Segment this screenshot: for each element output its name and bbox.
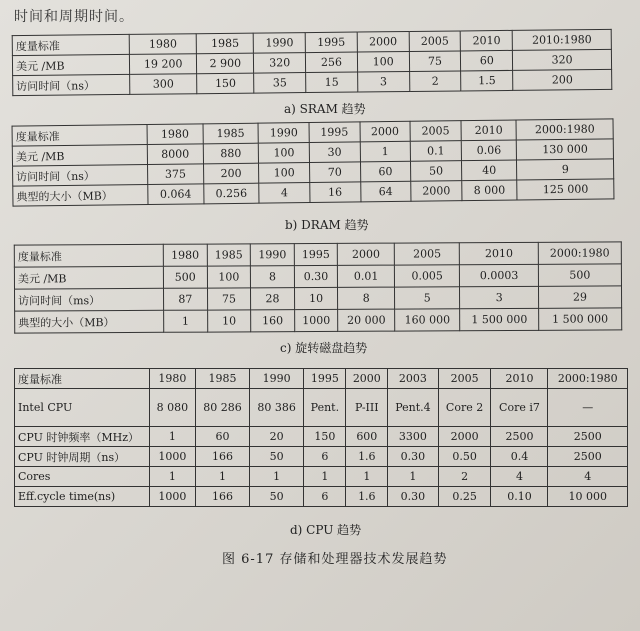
table-cell: 1980 [147,124,203,145]
table-cell: 500 [163,266,207,288]
disk-caption: c) 旋转磁盘趋势 [280,341,368,355]
table-cell: 20 000 [338,309,395,331]
table-cell: 2010 [461,120,517,141]
row-header-cell: 美元 /MB [12,145,147,167]
table-cell: 375 [148,164,204,185]
row-header-cell: 度量标准 [14,244,163,267]
table-cell: 29 [538,286,621,308]
table-cell: 1980 [129,34,197,55]
row-header-cell: Intel CPU [15,389,150,427]
table-cell: 1000 [150,487,196,507]
table-cell: 0.256 [203,183,259,204]
row-header-cell: 度量标准 [12,125,147,147]
table-cell: 150 [197,73,254,94]
table-cell: 100 [259,143,310,164]
sram-caption: a) SRAM 趋势 [284,102,366,116]
table-cell: 160 [251,310,295,332]
table-cell: 10 [207,310,251,332]
table-cell: 2010 [461,30,513,51]
table-cell: 500 [538,264,621,286]
table-cell: 1985 [195,369,249,389]
table-cell: 2 [409,71,461,92]
table-cell: 35 [254,73,306,94]
table-cell: 2 900 [197,53,254,74]
table-cell: 100 [259,163,310,184]
table-cell: 125 000 [517,179,614,200]
dram-caption: b) DRAM 趋势 [285,218,369,232]
table-cell: 1 [164,310,208,332]
table-cell: 70 [309,162,360,183]
table-cell: 80 386 [250,389,304,427]
table-cell: 100 [357,51,409,72]
table-cell: 4 [491,467,548,487]
cpu-table [14,368,628,507]
table-cell: 600 [346,427,388,447]
table-cell: 160 000 [395,309,461,331]
table-cell: Pent.4 [388,389,439,427]
table-cell: 60 [195,427,249,447]
dram-table [12,118,615,206]
table-cell: 87 [164,288,208,310]
table-cell: 2500 [491,427,548,447]
table-cell: 8000 [147,144,203,165]
table-cell: 0.10 [491,487,548,507]
table-cell: 9 [517,159,614,180]
page-top-text: 时间和周期时间。 [14,9,134,25]
table-cell: 880 [203,143,259,164]
table-row [15,467,628,487]
table-row [14,242,621,267]
row-header-cell: Cores [15,467,150,487]
table-cell: 2010:1980 [512,29,611,50]
table-cell: 16 [310,182,361,203]
table-cell: 150 [304,427,346,447]
table-cell: 1995 [309,122,360,143]
table-cell: 1 [360,141,411,162]
table-cell: 166 [195,447,249,467]
table-cell: 2000:1980 [538,242,621,264]
table-row [15,487,628,507]
table-cell: 4 [548,467,628,487]
table-cell: 1990 [258,123,309,144]
table-cell: 1990 [250,244,294,266]
table-cell: 1985 [207,244,251,266]
table-cell: 60 [360,161,411,182]
sram-table [12,29,613,96]
table-cell: Core i7 [491,389,548,427]
row-header-cell: 美元 /MB [12,54,129,75]
table-cell: 1995 [304,369,346,389]
row-header-cell: 访问时间（ns） [13,165,148,187]
table-cell: 1 [304,467,346,487]
table-cell: 8 [251,266,295,288]
row-header-cell: 典型的大小（MB） [15,310,164,333]
row-header-cell: 访问时间（ms） [15,288,164,311]
table-cell: 1995 [305,32,357,53]
table-cell: 64 [360,181,411,202]
table-cell: 1000 [294,309,338,331]
table-cell: 200 [203,163,259,184]
table-cell: P-III [346,389,388,427]
table-cell: 50 [411,161,462,182]
row-header-cell: CPU 时钟周期（ns） [15,447,150,467]
table-cell: 300 [130,74,198,95]
table-cell: 2 [438,467,491,487]
table-cell: 1 [150,427,196,447]
table-cell: Pent. [304,389,346,427]
table-cell: 1 [346,467,388,487]
table-cell: 1980 [163,244,207,266]
table-cell: 2000:1980 [548,369,628,389]
table-cell: 8 080 [150,389,196,427]
table-cell: 50 [250,487,304,507]
table-cell: 0.06 [461,140,517,161]
table-cell: 100 [207,266,251,288]
table-row [15,286,622,311]
table-cell: 1 [150,467,196,487]
table-cell: 8 000 [462,180,518,201]
table-cell: 1 500 000 [460,308,539,330]
table-cell: 2005 [409,31,461,52]
table-cell: 6 [304,487,346,507]
table-cell: 0.005 [394,265,460,287]
table-cell: 0.30 [388,447,439,467]
table-cell: 1985 [197,33,254,54]
row-header-cell: 典型的大小（MB） [13,185,148,207]
table-cell: 0.1 [410,141,461,162]
table-cell: 2000 [411,181,462,202]
disk-table [14,241,622,333]
table-cell: 3 [357,71,409,92]
table-cell: 10 000 [548,487,628,507]
table-cell: 2000:1980 [516,119,613,140]
table-cell: 8 [338,287,395,309]
table-cell: 1990 [250,369,304,389]
table-cell: 2010 [491,369,548,389]
table-cell: 19 200 [129,54,197,75]
row-header-cell: 美元 /MB [14,266,163,289]
table-cell: 2500 [548,447,628,467]
table-cell: 0.30 [294,265,338,287]
table-cell: 2005 [438,369,491,389]
table-cell: 0.064 [148,184,204,205]
table-cell: 3300 [388,427,439,447]
table-cell: 2000 [346,369,388,389]
table-cell: 256 [305,52,357,73]
row-header-cell: 访问时间（ns） [13,74,130,95]
table-cell: 1990 [253,33,305,54]
table-cell: — [548,389,628,427]
table-cell: 40 [461,160,517,181]
table-cell: 3 [460,286,539,308]
table-cell: 20 [250,427,304,447]
table-cell: 130 000 [517,139,614,160]
table-cell: 1995 [294,243,338,265]
row-header-cell: Eff.cycle time(ns) [15,487,150,507]
table-cell: 200 [513,69,612,90]
table-cell: 4 [259,183,310,204]
table-cell: 80 286 [195,389,249,427]
table-cell: 1.6 [346,447,388,467]
cpu-caption: d) CPU 趋势 [290,523,362,537]
table-cell: 75 [409,51,461,72]
table-cell: 166 [195,487,249,507]
table-row [14,264,621,289]
table-row [15,389,628,427]
row-header-cell: CPU 时钟频率（MHz） [15,427,150,447]
table-row [15,447,628,467]
table-cell: 2005 [410,121,461,142]
table-cell: 2000 [360,121,411,142]
table-cell: 0.0003 [460,264,539,286]
table-cell: 2003 [388,369,439,389]
figure-caption: 图 6-17 存储和处理器技术发展趋势 [222,552,448,567]
table-cell: 28 [251,288,295,310]
table-cell: 0.30 [388,487,439,507]
table-cell: 30 [309,142,360,163]
table-cell: Core 2 [438,389,491,427]
table-cell: 60 [461,50,513,71]
table-cell: 1.5 [461,70,513,91]
table-cell: 10 [294,287,338,309]
table-cell: 1.6 [346,487,388,507]
table-cell: 2005 [394,243,460,265]
table-cell: 15 [306,72,358,93]
table-cell: 320 [513,49,612,70]
table-cell: 1985 [203,123,259,144]
table-cell: 320 [254,53,306,74]
table-cell: 1 500 000 [539,308,622,330]
table-cell: 5 [395,287,461,309]
table-cell: 2010 [460,242,539,264]
table-row [15,427,628,447]
table-cell: 50 [250,447,304,467]
table-cell: 1000 [150,447,196,467]
table-cell: 2000 [338,243,395,265]
table-cell: 2500 [548,427,628,447]
table-cell: 6 [304,447,346,467]
table-cell: 75 [207,288,251,310]
table-cell: 2000 [357,31,409,52]
row-header-cell: 度量标准 [12,34,129,55]
table-cell: 1 [250,467,304,487]
table-cell: 2000 [438,427,491,447]
row-header-cell: 度量标准 [15,369,150,389]
table-cell: 0.25 [438,487,491,507]
table-cell: 0.4 [491,447,548,467]
table-cell: 1 [195,467,249,487]
table-row [15,308,622,333]
table-cell: 1 [388,467,439,487]
table-row [15,369,628,389]
table-cell: 0.01 [338,265,395,287]
table-cell: 0.50 [438,447,491,467]
table-cell: 1980 [150,369,196,389]
